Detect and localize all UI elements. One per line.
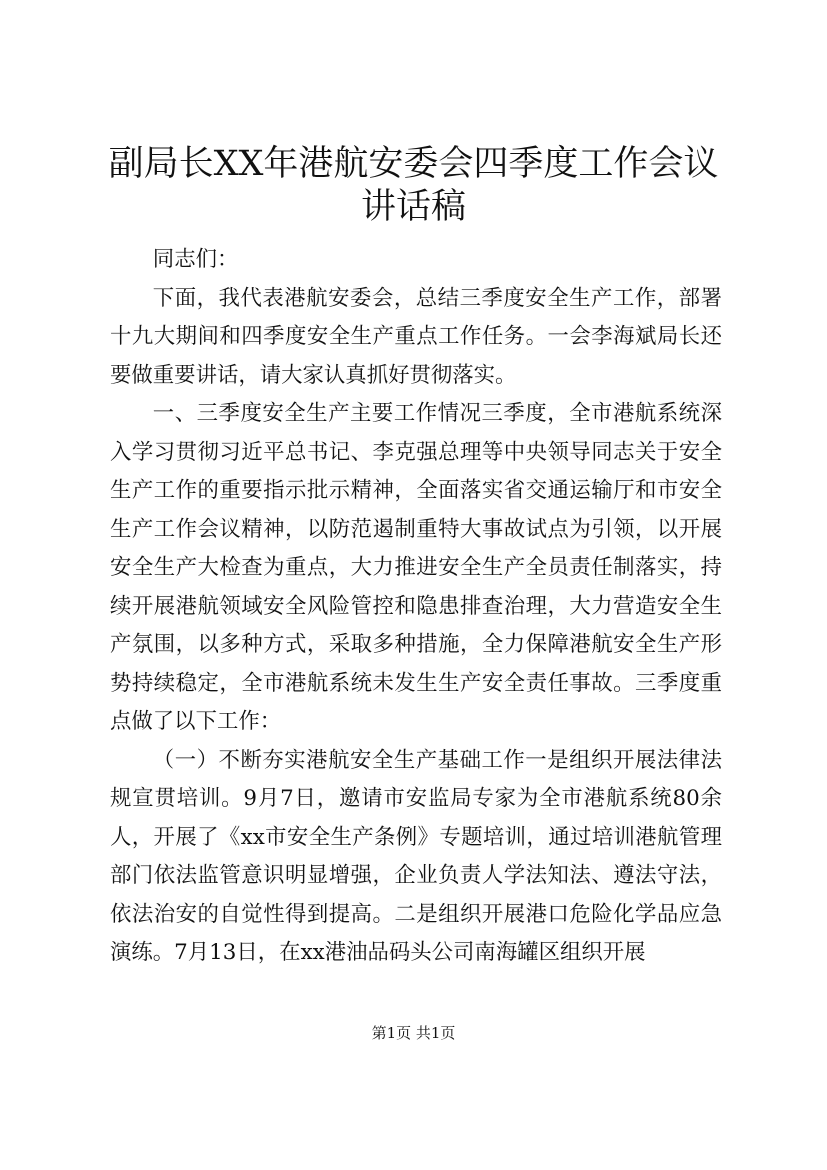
page-footer: 第1页 共1页 (371, 1024, 456, 1042)
subsection-one-paragraph: （一）不断夯实港航安全生产基础工作一是组织开展法律法规宣贯培训。9月7日，邀请市安监局专家为全市港航系统80余人，开展了《xx市安全生产条例》专题培训，通过培训港航管理部门依法监管意识明显增强，企业负责人学法知法、遵法守法，依法治安的自觉性得到提高。二是组织开展港口危险化学品应急演练。7月13日，在xx港油品码头公司南海罐区组织开展 (110, 747, 722, 965)
section-one-paragraph: 一、三季度安全生产主要工作情况三季度，全市港航系统深入学习贯彻习近平总书记、李克强总理等中央领导同志关于安全生产工作的重要指示批示精神，全面落实省交通运输厅和市安全生产工作会议精神，以防范遏制重特大事故试点为引领，以开展安全生产大检查为重点，大力推进安全生产全员责任制落实，持续开展港航领域安全风险管控和隐患排查治理，大力营造安全生产氛围，以多种方式，采取多种措施，全力保障港航安全生产形势持续稳定，全市港航系统未发生生产安全责任事故。三季度重点做了以下工作： (110, 401, 722, 734)
intro-paragraph: 下面，我代表港航安委会，总结三季度安全生产工作，部署十九大期间和四季度安全生产重点工作任务。一会李海斌局长还要做重要讲话，请大家认真抓好贯彻落实。 (110, 285, 722, 388)
document-title: 副局长XX年港航安委会四季度工作会议讲话稿 (108, 144, 719, 227)
document-body (110, 241, 722, 973)
salutation-paragraph: 同志们： (152, 247, 239, 272)
